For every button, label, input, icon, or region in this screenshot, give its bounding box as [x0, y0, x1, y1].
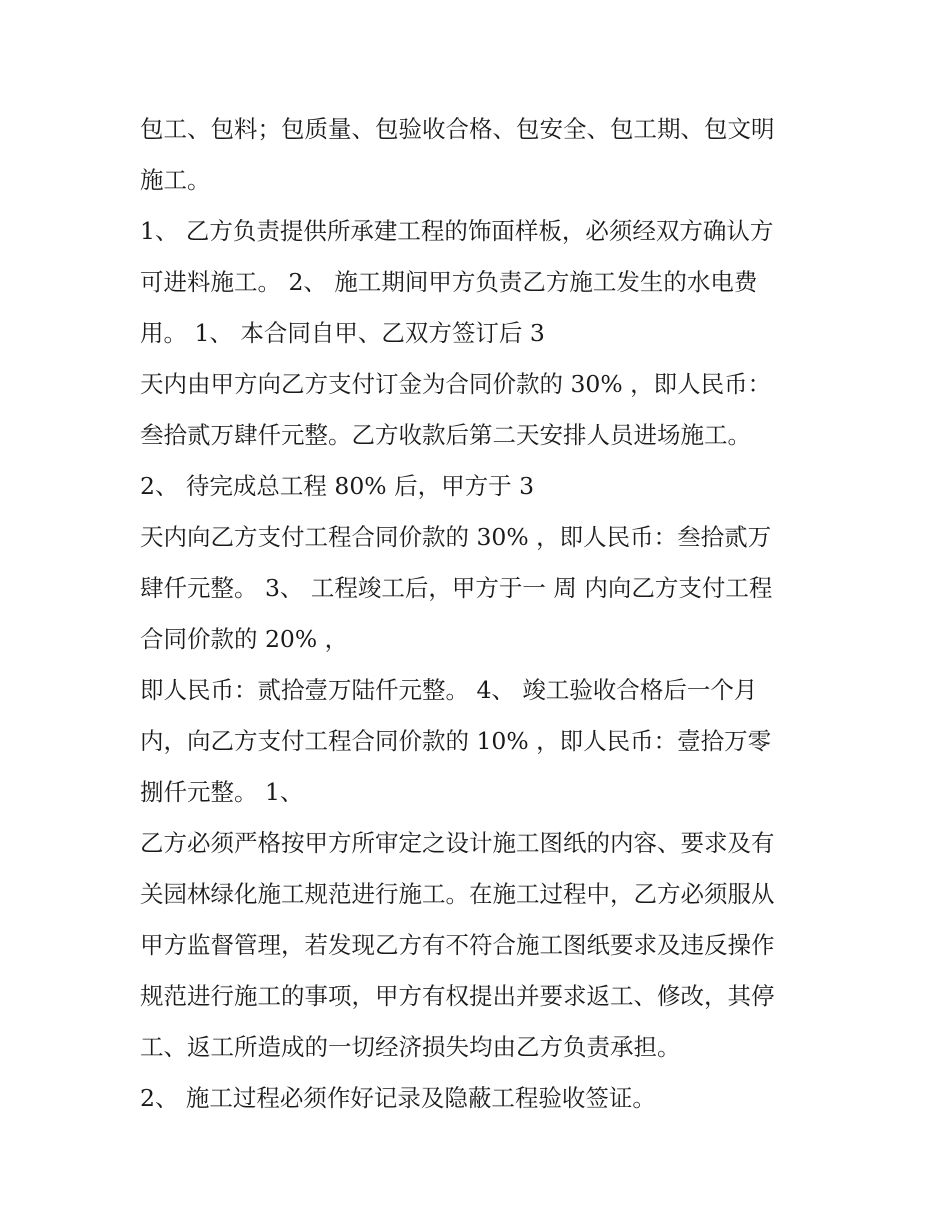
text-line: 叁拾贰万肆仟元整。乙方收款后第二天安排人员进场施工。	[140, 421, 751, 449]
text-line: 1、 乙方负责提供所承建工程的饰面样板，必须经双方确认方	[140, 217, 774, 245]
text-line: 合同价款的 20% ，	[140, 625, 349, 653]
text-line: 捌仟元整。 1、	[140, 778, 304, 806]
text-line: 内，向乙方支付工程合同价款的 10% ，即人民币：壹拾万零	[140, 727, 772, 755]
text-line: 甲方监督管理，若发现乙方有不符合施工图纸要求及违反操作	[140, 931, 775, 959]
text-line: 乙方必须严格按甲方所审定之设计施工图纸的内容、要求及有	[140, 829, 775, 857]
text-line: 用。 1、 本合同自甲、乙双方签订后 3	[140, 319, 545, 347]
text-line: 包工、包料；包质量、包验收合格、包安全、包工期、包文明	[140, 115, 775, 143]
text-line: 工、返工所造成的一切经济损失均由乙方负责承担。	[140, 1033, 681, 1061]
text-line: 施工。	[140, 166, 211, 194]
text-line: 天内向乙方支付工程合同价款的 30% ，即人民币：叁拾贰万	[140, 523, 772, 551]
text-line: 2、 施工过程必须作好记录及隐蔽工程验收签证。	[140, 1084, 656, 1112]
text-line: 规范进行施工的事项，甲方有权提出并要求返工、修改，其停	[140, 982, 775, 1010]
text-line: 2、 待完成总工程 80% 后，甲方于 3	[140, 472, 535, 500]
text-line: 天内由甲方向乙方支付订金为合同价款的 30% ，即人民币：	[140, 370, 772, 398]
text-line: 肆仟元整。 3、 工程竣工后，甲方于一 周 内向乙方支付工程	[140, 574, 773, 602]
text-line: 关园林绿化施工规范进行施工。在施工过程中，乙方必须服从	[140, 880, 775, 908]
text-line: 可进料施工。 2、 施工期间甲方负责乙方施工发生的水电费	[140, 268, 758, 296]
text-line: 即人民币：贰拾壹万陆仟元整。 4、 竣工验收合格后一个月	[140, 676, 758, 704]
document-body	[140, 104, 830, 1124]
